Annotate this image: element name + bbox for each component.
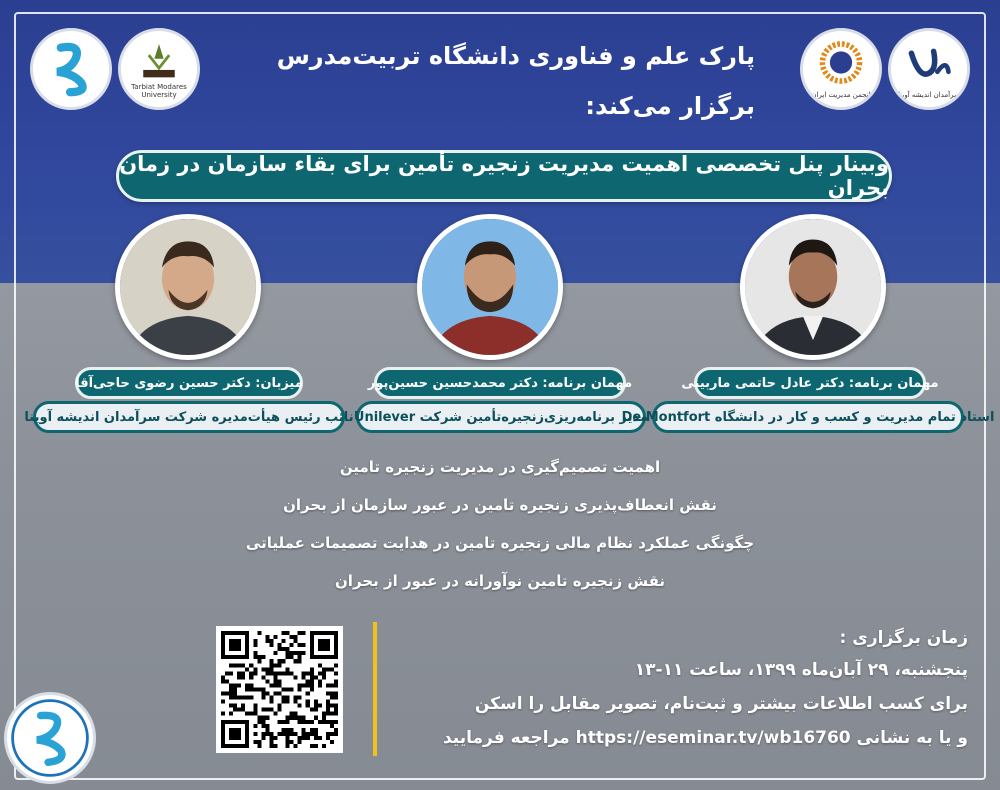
speaker-photo-guest-1 — [417, 214, 563, 360]
host-role: نائب رئیس هیأت‌مدیره شرکت سرآمدان اندیشه آوینا — [24, 409, 354, 425]
event-date: پنجشنبه، ۲۹ آبان‌ماه ۱۳۹۹، ساعت ۱۱-۱۳ — [634, 660, 968, 680]
science-park-logo-icon — [30, 28, 112, 110]
guest2-role: استاد تمام مدیریت و کسب و کار در دانشگاه De Montfort — [621, 409, 995, 425]
association-logo-icon — [800, 28, 882, 110]
guest2-name: مهمان برنامه: دکتر عادل حاتمی ماربینی — [681, 375, 939, 391]
host-name-pill — [75, 367, 303, 399]
organizer-subtitle: برگزار می‌کند: — [585, 92, 755, 120]
registration-url[interactable]: و یا به نشانی https://eseminar.tv/wb16760 مراجعه فرمایید — [442, 728, 968, 748]
topic-item: اهمیت تصمیم‌گیری در مدیریت زنجیره تامین — [339, 458, 661, 476]
registration-instruction: برای کسب اطلاعات بیشتر و ثبت‌نام، تصویر مقابل را اسکن — [474, 694, 968, 714]
webinar-title-banner — [116, 150, 892, 202]
topic-item: چگونگی عملکرد نظام مالی زنجیره تامین در هدایت تصمیمات عملیاتی — [245, 534, 755, 552]
guest2-role-pill — [621, 401, 995, 433]
science-park-corner-logo-icon — [4, 692, 96, 784]
host-name: میزبان: دکتر حسین رضوی حاجی‌آقا — [75, 375, 303, 391]
avina-caption: سرآمدان اندیشه آوینا — [898, 91, 960, 99]
host-role-pill — [24, 401, 354, 433]
guest1-name-pill — [367, 367, 633, 399]
tarbiat-modares-caption: Tarbiat Modares University — [131, 83, 187, 99]
guest2-name-pill — [681, 367, 939, 399]
topic-item: نقش انعطاف‌پذیری زنجیره تامین در عبور سازمان از بحران — [283, 496, 717, 514]
webinar-title: وبینار پنل تخصصی اهمیت مدیریت زنجیره تأمین برای بقاء سازمان در زمان بحران — [119, 152, 889, 200]
divider-line — [373, 622, 377, 756]
tarbiat-modares-logo-icon — [118, 28, 200, 110]
registration-qr-code[interactable] — [216, 626, 343, 753]
speaker-photo-guest-2 — [740, 214, 886, 360]
guest1-role-pill — [353, 401, 649, 433]
association-caption: انجمن مدیریت ایران — [811, 91, 871, 99]
organizer-title: پارک علم و فناوری دانشگاه تربیت‌مدرس — [276, 42, 755, 70]
topic-item: نقش زنجیره تامین نوآورانه در عبور از بحران — [335, 572, 665, 590]
speaker-photo-host — [115, 214, 261, 360]
guest1-role: مدیر برنامه‌ریزی‌زنجیره‌تأمین شرکت Unilever — [353, 409, 649, 425]
event-time-label: زمان برگزاری : — [839, 628, 968, 648]
guest1-name: مهمان برنامه: دکتر محمدحسین حسین‌پور — [367, 375, 633, 391]
avina-logo-icon — [888, 28, 970, 110]
